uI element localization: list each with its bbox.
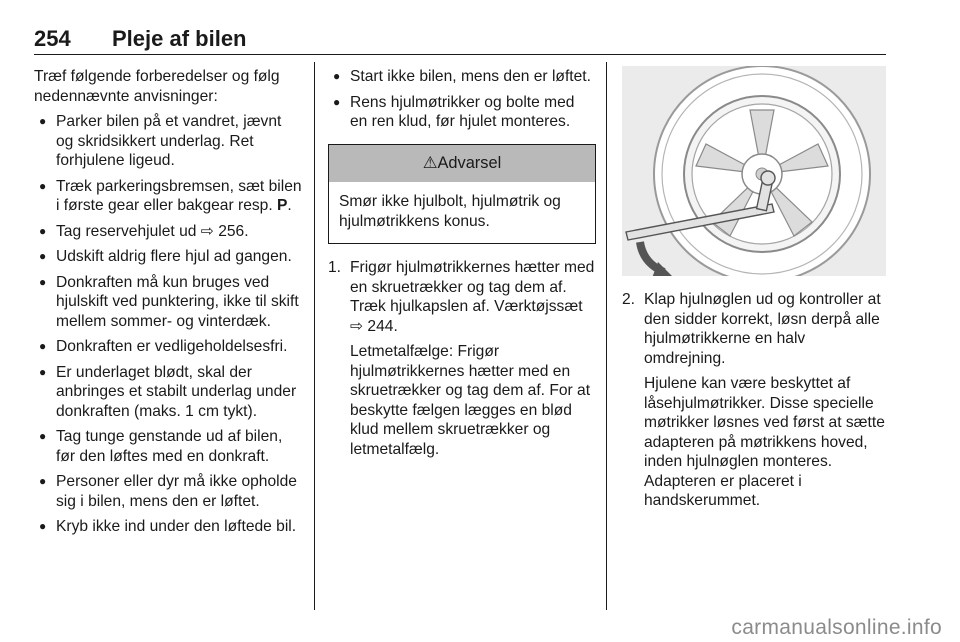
- list-item: ● Træk parkeringsbremsen, sæt bilen i første gear eller bakgear resp. P.: [34, 177, 302, 216]
- page-ref-arrow-icon: ⇨: [350, 317, 364, 335]
- page-ref-link[interactable]: 256: [218, 222, 245, 240]
- list-item: ● Donkraften er vedligeholdelsesfri.: [34, 337, 302, 357]
- list-item: ● Tag tunge genstande ud af bilen, før den løftes med en donkraft.: [34, 427, 302, 466]
- list-item: ● Udskift aldrig flere hjul ad gangen.: [34, 247, 302, 267]
- page-title: Pleje af bilen: [112, 26, 247, 51]
- page-ref-link[interactable]: 244: [367, 317, 394, 335]
- list-item: ● Parker bilen på et vandret, jævnt og skridsikkert underlag. Ret forhjulene ligeud.: [34, 112, 302, 171]
- step-number: 1.: [328, 259, 342, 276]
- page-ref-arrow-icon: ⇨: [200, 222, 214, 240]
- step-note: Letmetalfælge: Frigør hjulmøtrikkernes hætter med en skruetrækker og tag dem af. For at beskytte fælgen lægges en blød klud mellem skruetrækker og letmetalfælg.: [350, 343, 591, 458]
- column-divider: [606, 62, 607, 610]
- step-item: [622, 290, 888, 511]
- column-right: [622, 290, 888, 511]
- intro-text: Træf følgende forberedelser og følg nedennævnte anvisninger:: [34, 68, 280, 105]
- warning-box: [328, 144, 596, 245]
- step-note: Hjulene kan være beskyttet af låsehjulmøtrikker. Disse specielle møtrikker løsnes ved først at sætte adapteren på møtrikkens hoved, inden hjulnøglen monteres. Adapteren er placeret i handskerummet.: [644, 375, 885, 509]
- warning-triangle-icon: ⚠: [422, 153, 438, 172]
- list-item: ● Donkraften må kun bruges ved hjulskift ved punktering, ikke til skift mellem sommer- og vinterdæk.: [34, 273, 302, 332]
- step-number: 2.: [622, 291, 636, 308]
- column-middle: [328, 67, 596, 459]
- list-item: ● Personer eller dyr må ikke opholde sig i bilen, mens den er løftet.: [34, 472, 302, 511]
- column-divider: [314, 62, 315, 610]
- step-text: Klap hjulnøglen ud og kontroller at den sidder korrekt, løsn derpå alle hjulmøtrikkerne en halv omdrejning.: [644, 291, 881, 367]
- rotation-arrow-icon: [640, 242, 674, 276]
- safety-list: [328, 67, 596, 132]
- warning-body: Smør ikke hjulbolt, hjulmøtrik og hjulmøtrikkens konus.: [339, 193, 561, 230]
- steps-list: [328, 258, 596, 459]
- steps-list: [622, 290, 888, 511]
- list-item: ● Tag reservehjulet ud ⇨ 256.: [34, 222, 302, 242]
- warning-title: Advarsel: [437, 153, 502, 172]
- preparation-list: [34, 112, 302, 537]
- step-item: 1. Frigør hjulmøtrikkernes hætter med en skruetrækker og tag dem af. Træk hjulkapslen af. Værktøjssæt ⇨ 244. Letmetalfælge: Frigør hjulmøtrikkernes hætter med en skruetrækker og tag dem af. For at beskytte fælgen lægges en blød klud mellem skruetrækker og letmetalfælg.: [328, 259, 595, 458]
- watermark: carmanualsonline.info: [731, 616, 942, 639]
- column-left: [34, 67, 302, 537]
- gear-letter: P: [277, 197, 288, 214]
- wheel-wrench-illustration: [622, 66, 886, 276]
- list-item: ● Kryb ikke ind under den løftede bil.: [34, 517, 302, 537]
- page-header: [34, 24, 886, 55]
- warning-header: [329, 145, 595, 183]
- list-item: ● Rens hjulmøtrikker og bolte med en ren klud, før hjulet monteres.: [328, 93, 596, 132]
- list-item: ● Er underlaget blødt, skal der anbringes et stabilt underlag under donkraften (maks. 1 cm tykt).: [34, 363, 302, 422]
- page-number: 254: [34, 26, 71, 51]
- list-item: ● Start ikke bilen, mens den er løftet.: [328, 67, 596, 87]
